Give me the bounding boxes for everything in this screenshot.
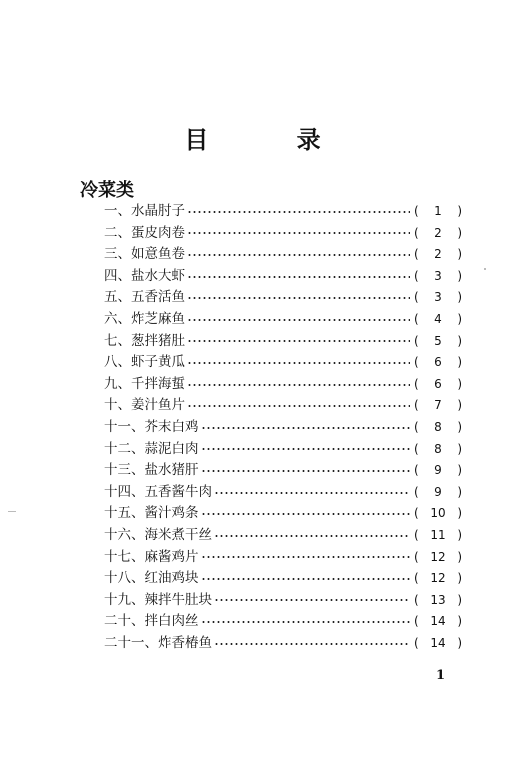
entry-page: ( 6 ) [414,352,462,374]
leader-dots [187,318,410,322]
entry-title: 麻酱鸡片 [144,548,199,565]
entry-number: 七、 [104,332,131,349]
entry-title: 海米煮干丝 [144,526,212,543]
entry-page-number: 3 [434,268,442,283]
entry-page: ( 2 ) [414,244,462,266]
entry-number: 五、 [104,289,131,306]
leader-dots [187,383,410,387]
toc-entry [104,266,462,288]
leader-dots [214,598,410,602]
entry-page: ( 6 ) [414,374,462,396]
section-heading: 冷菜类 [80,180,134,201]
entry-title: 炸香椿鱼 [158,634,212,651]
scan-mark [484,268,486,270]
toc-entry [104,223,462,245]
entry-page-number: 8 [434,441,442,456]
entry-number: 一、 [104,203,131,219]
entry-number: 十四、 [104,483,145,500]
leader-dots [187,361,410,365]
entry-page-number: 5 [434,333,442,348]
entry-page: ( 9 ) [414,482,462,504]
entry-title: 红油鸡块 [144,570,199,587]
leader-dots [201,426,411,430]
entry-page-number: 2 [434,247,442,262]
leader-dots [187,231,410,235]
entry-page-number: 12 [430,549,446,564]
toc-entry [104,352,462,374]
entry-number: 十、 [104,397,131,414]
toc-entry [104,287,462,309]
leader-dots [201,555,411,559]
entry-page: ( 3 ) [414,287,462,309]
entry-page: ( 12 ) [414,547,462,569]
toc-entry [104,374,462,396]
toc-entry [104,568,462,590]
entry-title: 五香酱牛肉 [144,483,212,500]
entry-title: 蒜泥白肉 [144,440,199,457]
leader-dots [187,253,410,257]
page-number: 1 [436,668,446,683]
page-title: 目 录 [184,126,361,154]
entry-page: ( 14 ) [414,633,462,655]
entry-number: 二、 [104,224,131,241]
entry-title: 拌白肉丝 [144,613,199,630]
leader-dots [214,491,410,495]
entry-page-number: 11 [430,527,446,542]
toc-entry [104,503,462,525]
leader-dots [201,577,411,581]
entry-number: 二十一、 [104,634,158,651]
toc-entry [104,331,462,353]
entry-title: 虾子黄瓜 [131,354,185,371]
toc-entry [104,244,462,266]
toc-list [104,201,462,654]
entry-number: 三、 [104,246,131,263]
entry-page-number: 1 [434,204,442,218]
scan-mark [8,511,16,512]
entry-page: ( 2 ) [414,223,462,245]
toc-entry [104,547,462,569]
entry-page: ( 11 ) [414,525,462,547]
leader-dots [201,447,411,451]
toc-entry [104,417,462,439]
entry-page: ( 3 ) [414,266,462,288]
entry-title: 炸芝麻鱼 [131,310,185,327]
entry-number: 四、 [104,267,131,284]
entry-page: ( 10 ) [414,503,462,525]
entry-title: 蛋皮肉卷 [131,224,185,241]
entry-number: 九、 [104,375,131,392]
entry-page: ( 8 ) [414,439,462,461]
leader-dots [201,512,411,516]
entry-page-number: 13 [430,592,446,607]
entry-title: 姜汁鱼片 [131,397,185,414]
entry-page-number: 7 [434,398,442,413]
entry-page-number: 6 [434,376,442,391]
entry-title: 辣拌牛肚块 [144,591,212,608]
toc-entry [104,525,462,547]
toc-entry [104,395,462,417]
entry-title: 五香活鱼 [131,289,185,306]
entry-page: ( 13 ) [414,590,462,612]
toc-entry [104,309,462,331]
entry-number: 十一、 [104,418,145,435]
entry-page-number: 3 [434,290,442,305]
entry-page-number: 4 [434,311,442,326]
entry-page-number: 14 [430,614,446,629]
entry-page: ( 9 ) [414,460,462,482]
leader-dots [201,469,411,473]
toc-entry [104,633,462,655]
entry-page: ( 8 ) [414,417,462,439]
entry-page-number: 12 [430,571,446,586]
entry-number: 十九、 [104,591,145,608]
entry-title: 千拌海蜇 [131,375,185,392]
leader-dots [187,210,410,214]
entry-page-number: 9 [434,484,442,499]
entry-number: 二十、 [104,613,145,630]
entry-number: 十三、 [104,462,145,479]
entry-title: 芥末白鸡 [144,418,199,435]
entry-title: 葱拌猪肚 [131,332,185,349]
entry-number: 十五、 [104,505,145,522]
toc-entry [104,611,462,633]
entry-number: 六、 [104,310,131,327]
entry-page-number: 14 [430,635,446,650]
entry-page-number: 10 [430,506,446,521]
leader-dots [187,296,410,300]
entry-page-number: 8 [434,419,442,434]
entry-page: ( 14 ) [414,611,462,633]
entry-title: 酱汁鸡条 [144,505,199,522]
entry-page: ( 7 ) [414,395,462,417]
leader-dots [214,642,410,646]
entry-number: 八、 [104,354,131,371]
entry-number: 十七、 [104,548,145,565]
entry-page: ( 4 ) [414,309,462,331]
entry-number: 十二、 [104,440,145,457]
entry-page-number: 2 [434,225,442,240]
leader-dots [214,534,410,538]
toc-entry [104,482,462,504]
toc-entry [104,201,462,223]
entry-page-number: 6 [434,355,442,370]
leader-dots [187,275,410,279]
leader-dots [201,620,411,624]
entry-title: 盐水猪肝 [144,462,199,479]
entry-title: 水晶肘子 [131,203,185,219]
leader-dots [187,404,410,408]
entry-page-number: 9 [434,463,442,478]
entry-page: ( 1 ) [414,201,462,223]
entry-title: 盐水大虾 [131,267,185,284]
toc-entry [104,590,462,612]
entry-page: ( 12 ) [414,568,462,590]
toc-entry [104,460,462,482]
entry-number: 十六、 [104,526,145,543]
entry-number: 十八、 [104,570,145,587]
toc-entry [104,439,462,461]
entry-title: 如意鱼卷 [131,246,185,263]
leader-dots [187,339,410,343]
entry-page: ( 5 ) [414,331,462,353]
